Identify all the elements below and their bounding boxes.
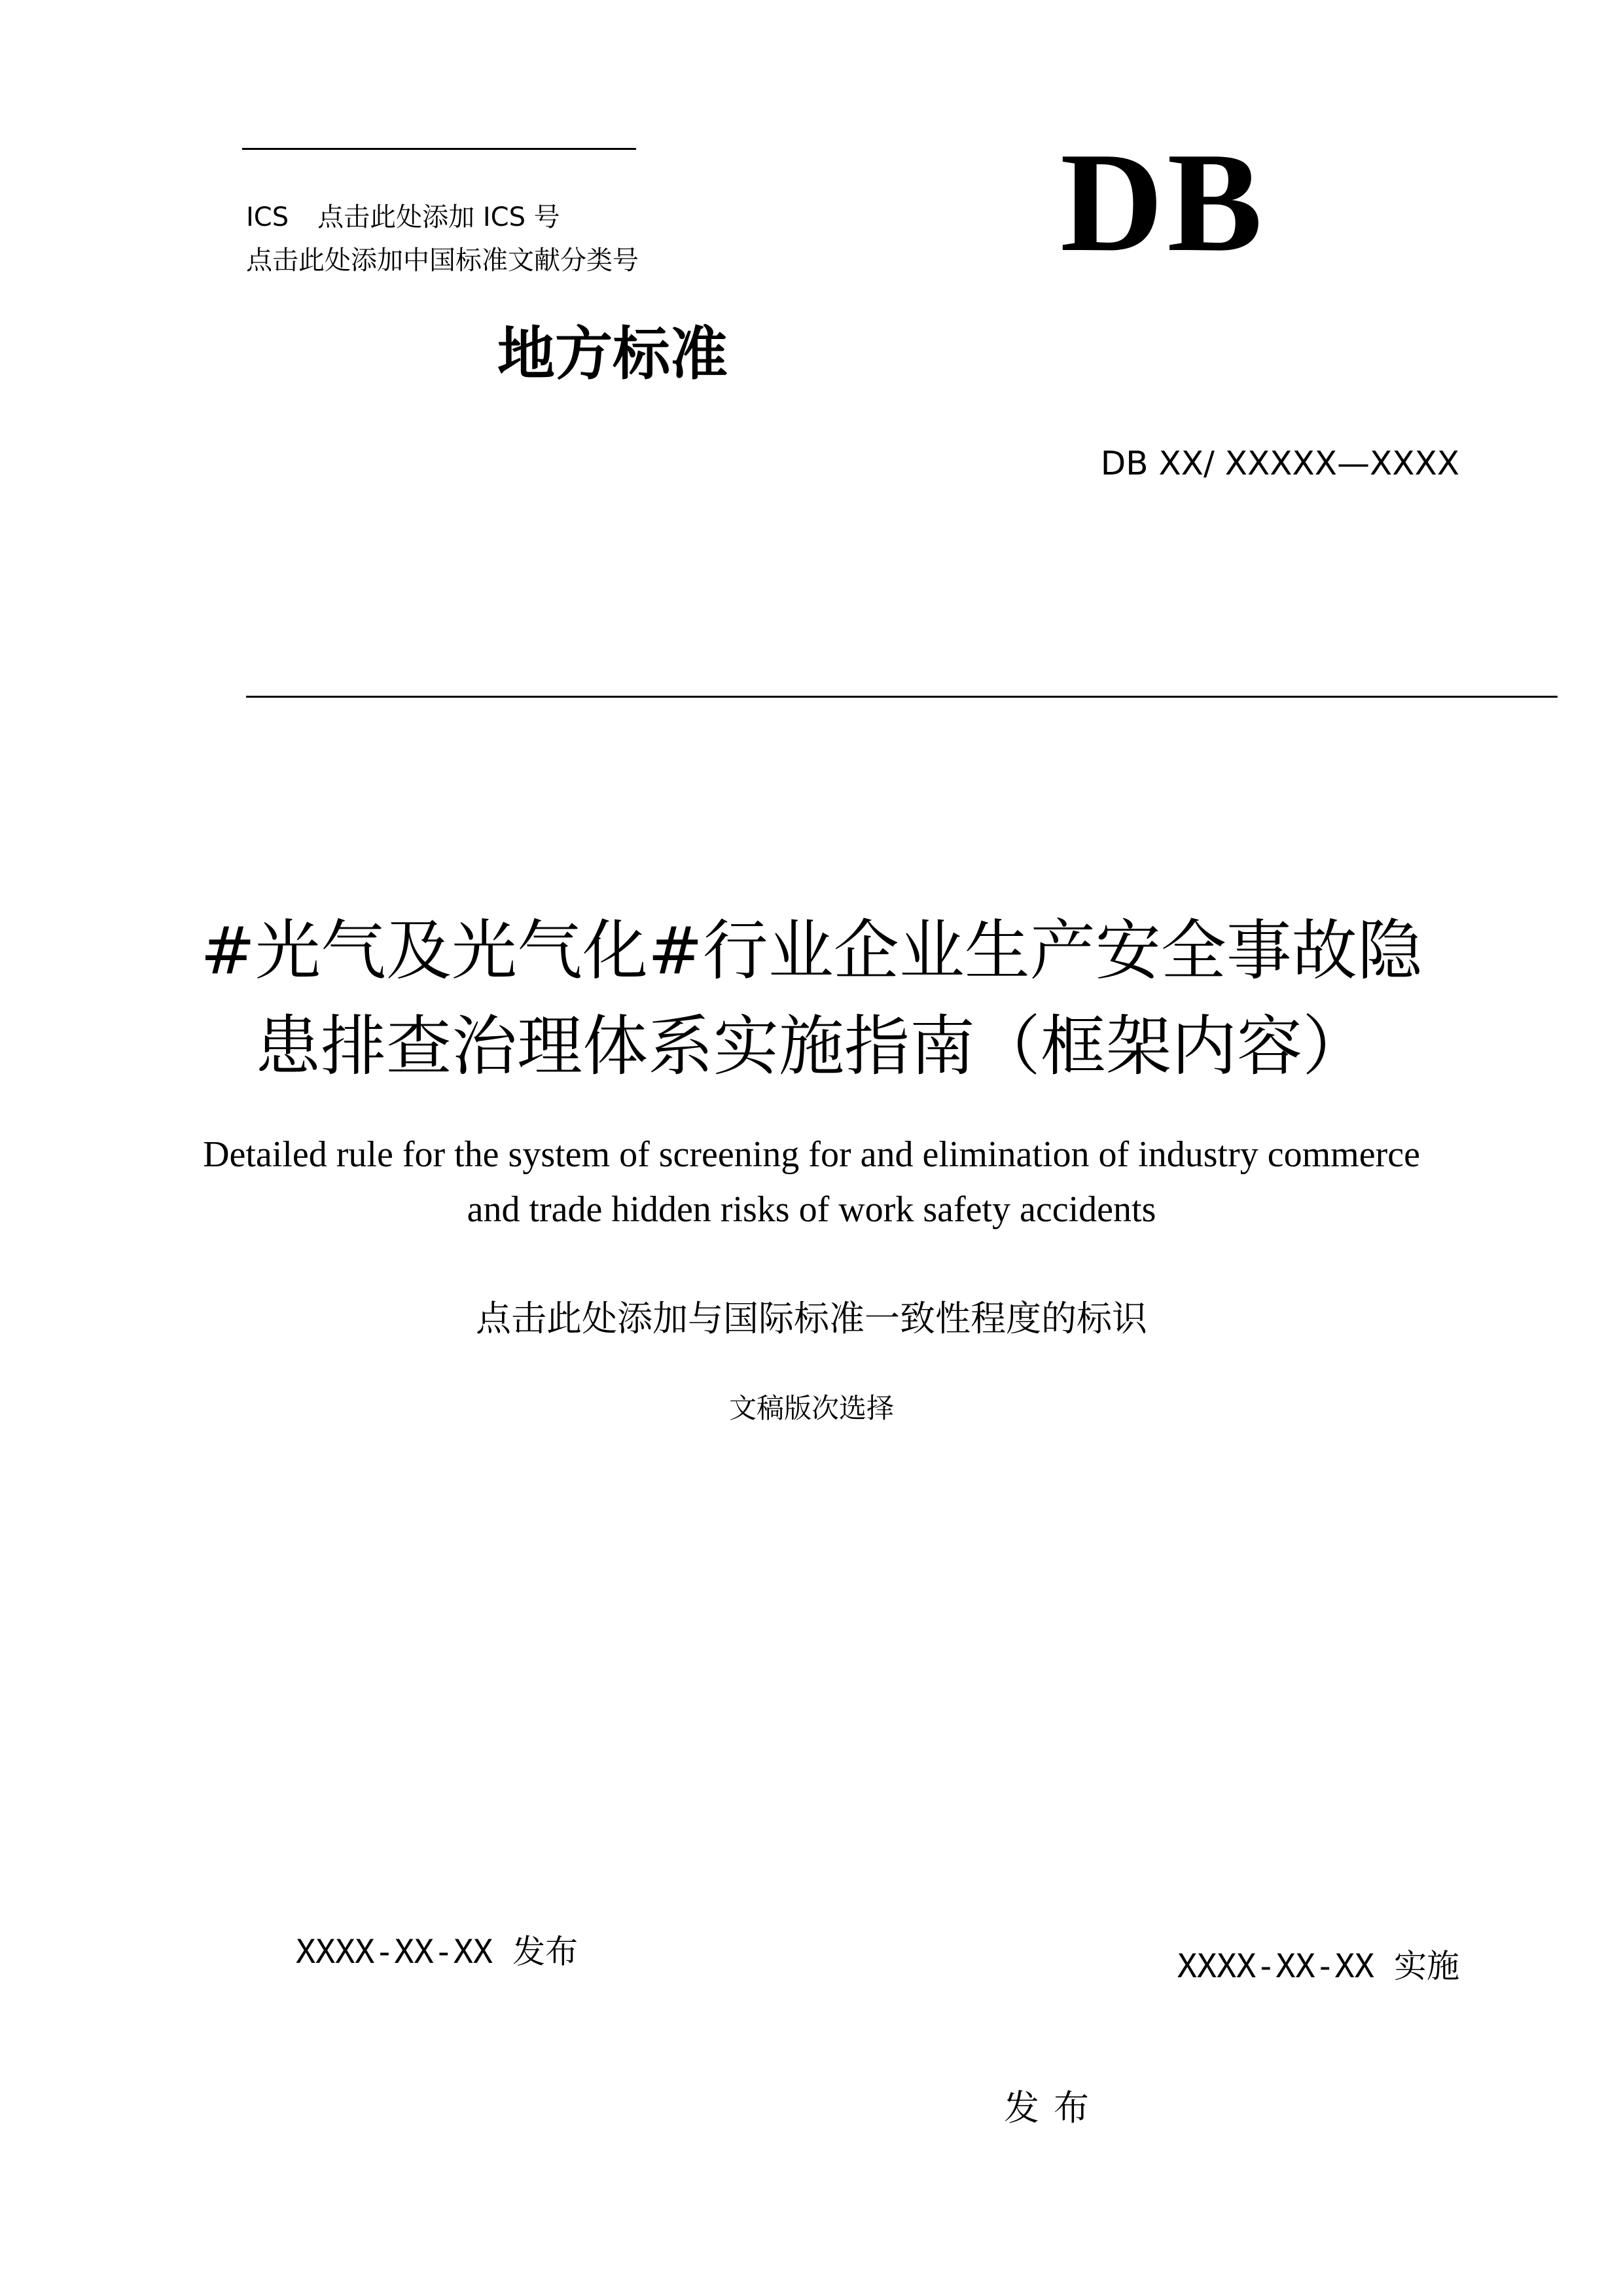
document-title-en (105, 1127, 1518, 1237)
header-divider (246, 696, 1558, 698)
ccs-number-field[interactable]: 点击此处添加中国标准文献分类号 (246, 245, 639, 276)
ics-number-field[interactable]: 点击此处添加 ICS 号 (317, 202, 560, 232)
standard-number: DB XX/ XXXXX—XXXX (1100, 444, 1459, 482)
title-zh-line-1: #光气及光气化#行业企业生产安全事故隐 (200, 912, 1423, 989)
issuer: 发布 (1004, 2087, 1103, 2128)
consistency-mark-field[interactable]: 点击此处添加与国际标准一致性程度的标识 (476, 1298, 1147, 1339)
top-divider (242, 148, 636, 150)
db-logo: DB (1060, 124, 1266, 281)
implementation-date: XXXX-XX-XX 实施 (1177, 1947, 1459, 1985)
title-zh-line-2: 患排查治理体系实施指南（框架内容） (255, 1008, 1368, 1085)
version-select-field[interactable]: 文稿版次选择 (728, 1392, 894, 1424)
title-en-line-2: and trade hidden risks of work safety accidents (467, 1189, 1156, 1230)
title-en-line-1: Detailed rule for the system of screening for and elimination of industry commerce (203, 1134, 1420, 1175)
standard-type-heading: 地方标准 (497, 320, 728, 387)
document-title-zh (105, 903, 1518, 1094)
publish-date: XXXX-XX-XX 发布 (296, 1933, 579, 1971)
ics-line (246, 200, 560, 234)
ics-label: ICS (246, 202, 289, 232)
